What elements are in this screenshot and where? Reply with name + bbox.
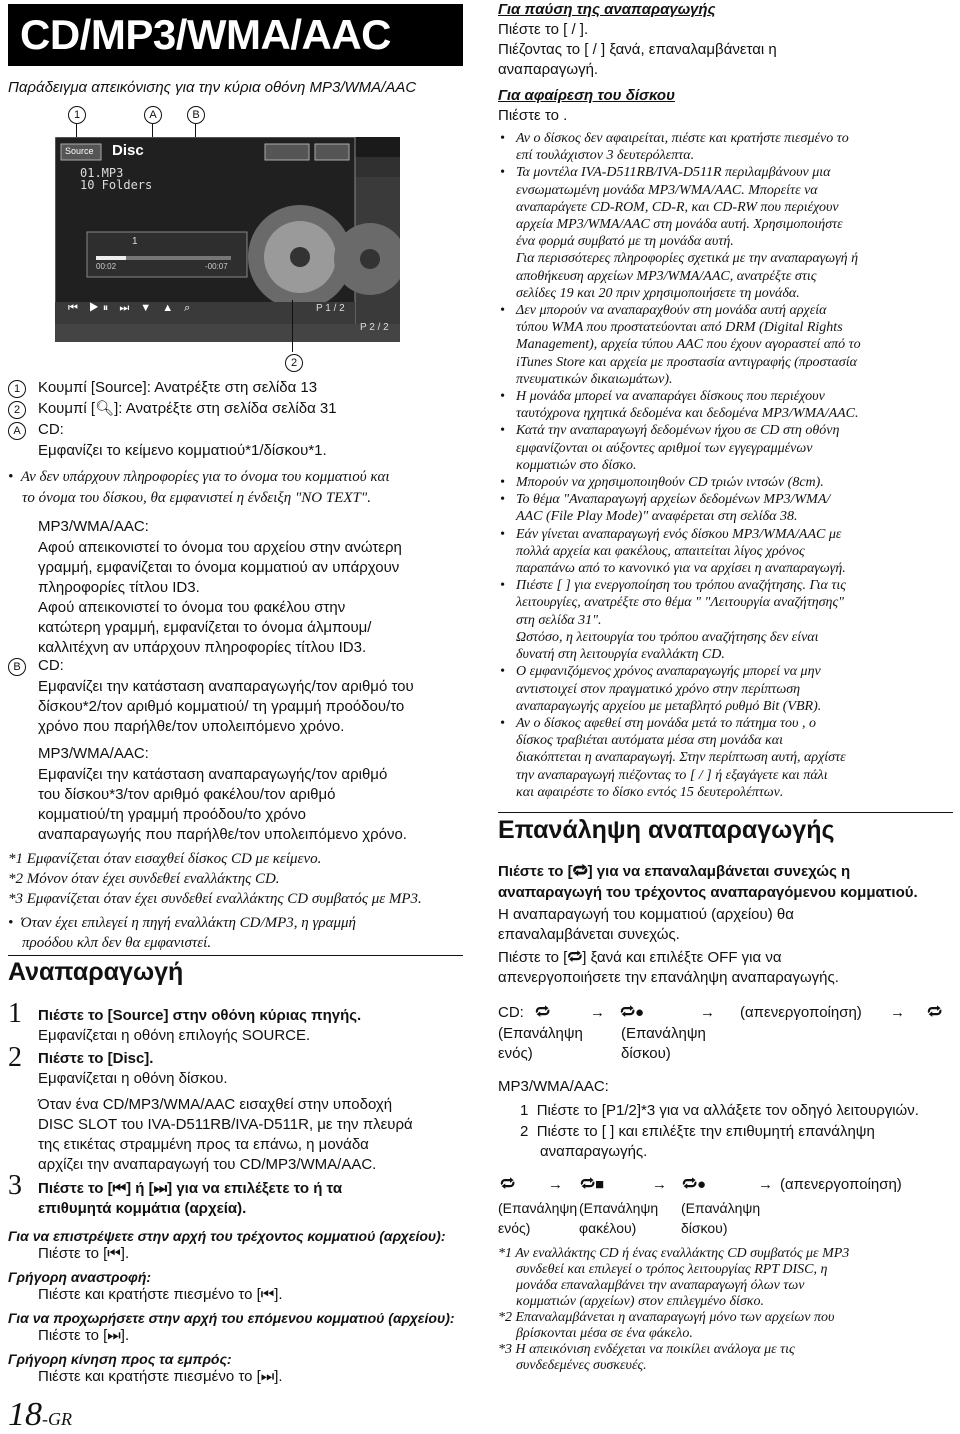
legend-1: 1 Κουμπί [Source]: Ανατρέξτε στη σελίδα 13 [8, 378, 26, 398]
mp3b-line-4: αναπαραγωγής που παρήλθε/τον υπολειπόμενο χρόνο. [38, 826, 407, 843]
note-line: δυνατή στη λειτουργία εναλλάκτη CD. [516, 647, 725, 663]
note-line: Η μονάδα μπορεί να αναπαράγει δίσκους που περιέχουν [516, 389, 825, 405]
step-3-b: επιθυμητά κομμάτια (αρχεία). [38, 1200, 247, 1217]
page-title: CD/MP3/WMA/AAC [8, 4, 463, 66]
note-line: τύπου WMA που προστατεύονται από DRM (Digital Rights [516, 320, 843, 336]
mp3a-line-4: Αφού απεικονιστεί το όνομα του φακέλου στην [38, 599, 346, 616]
step-1-desc: Εμφανίζεται η οθόνη επιλογής SOURCE. [38, 1027, 311, 1044]
note-line: Τα μοντέλα IVA-D511RB/IVA-D511R περιλαμβάνουν μια [516, 165, 831, 181]
next-text: Πιέστε το [⏭]. [38, 1327, 130, 1344]
bullet-src: • Όταν έχει επιλεγεί η πηγή εναλλάκτη CD/MP3, η γραμμή [8, 915, 356, 931]
repeat-footnote-line: *2 Επαναλαμβάνεται η αναπαραγωγή μόνο των αρχείων που [498, 1310, 835, 1325]
repeat-footnote-line: μονάδα επαναλαμβάνει την αναπαραγωγή όλων των [516, 1278, 805, 1293]
repeat-footnote-line: *3 Η απεικόνιση ενδέχεται να ποικίλει ανάλογα με τις [498, 1342, 795, 1357]
m1: 1 Πιέστε το [P1/2]*3 για να αλλάξετε τον οδηγό λειτουργιών. [520, 1102, 919, 1119]
m2b: αναπαραγωγής. [540, 1143, 648, 1160]
repeat-disc-icon: 🔁︎● [620, 1004, 645, 1021]
rew-heading: Γρήγορη αναστροφή: [8, 1269, 152, 1285]
note-line: Ο εμφανιζόμενος χρόνος αναπαραγωγής μπορεί να μην [516, 664, 821, 680]
note-bullet [498, 663, 953, 715]
note-line: AAC (File Play Mode)" αναφέρεται στη σελίδα 38. [516, 509, 798, 525]
note-line: αναπαραγωγής αρχείου με μεταβλητό ρυθμό Bit (VBR). [516, 698, 822, 714]
mp3a-line-1: Αφού απεικονιστεί το όνομα του αρχείου στην ανώτερη [38, 539, 402, 556]
next-icon: ⏭ [260, 1368, 275, 1385]
note-bullet [498, 388, 953, 422]
note-line: Μπορούν να χρησιμοποιηθούν CD τριών ιντσών (8cm). [516, 475, 824, 491]
pause-heading: Για παύση της αναπαραγωγής [498, 1, 716, 18]
notes-list [498, 130, 953, 801]
note-line: Το θέμα "Αναπαραγωγή αρχείων δεδομένων MP3/WMA/ [516, 492, 831, 508]
mp3a-title: MP3/WMA/AAC: [38, 518, 149, 535]
note-line: Κατά την αναπαραγωγή δεδομένων ήχου σε CD στη οθόνη [516, 423, 840, 439]
mp3b-title: MP3/WMA/AAC: [38, 745, 149, 762]
note-notext-2: το όνομα του δίσκου, θα εμφανιστεί η ένδειξη "NO TEXT". [22, 490, 371, 506]
callout-b: B [187, 104, 205, 124]
note-line: Ωστόσο, η λειτουργία του τρόπου αναζήτησης δεν είναι [516, 629, 819, 645]
repeat-icon: 🔁︎ [572, 863, 588, 880]
note-line: ένα φορμά συμβατό με τη μονάδα αυτή. [516, 234, 734, 250]
next-icon: ⏭ [107, 1327, 121, 1344]
note-line: σελίδες 19 και 20 πριν χρησιμοποιήσετε τη μονάδα. [516, 285, 800, 301]
folder-count: 10 Folders [80, 178, 153, 192]
note-line: Management), αρχεία τύπου AAC που έχουν αγοραστεί από το [516, 337, 861, 353]
rp-line-1: Πιέστε το [🔁︎] για να επαναλαμβάνεται συνεχώς η [498, 863, 851, 880]
back-heading: Για να επιστρέψετε στην αρχή του τρέχοντος κομματιού (αρχείου): [8, 1228, 446, 1244]
step-2-extra-1: Όταν ένα CD/MP3/WMA/AAC εισαχθεί στην υποδοχή [38, 1096, 393, 1113]
note-line: διακόπτεται η αναπαραγωγή. Στην περίπτωση αυτή, αρχίστε [516, 750, 846, 766]
repeat-icon: 🔁︎ [927, 1004, 943, 1021]
note-line: Αν ο δίσκος δεν αφαιρείται, πιέστε και κρατήστε πιεσμένο το [516, 131, 849, 146]
time-remaining: -00:07 [205, 262, 228, 271]
callout-2: 2 [285, 352, 303, 372]
bullet-dot: • [500, 664, 505, 680]
rp-line-6: απενεργοποιήσετε την επανάληψη αναπαραγωγής. [498, 969, 839, 986]
callout-1: 1 [68, 104, 86, 124]
note-line: Για περισσότερες πληροφορίες σχετικά με την αναπαραγωγή ή [516, 251, 859, 267]
note-line: Εάν γίνεται αναπαραγωγή ενός δίσκου MP3/WMA/AAC με [516, 526, 842, 542]
legend-a-desc: Εμφανίζει το κείμενο κομματιού*1/δίσκου*1. [38, 442, 327, 459]
note-line: κομματιών στο δίσκο. [516, 457, 637, 473]
footnote-2: *2 Μόνον όταν έχει συνδεθεί εναλλάκτης CD. [8, 871, 280, 887]
eject-heading: Για αφαίρεση του δίσκου [498, 87, 675, 104]
prev-icon: ⏮ [260, 1286, 275, 1303]
bullet-dot: • [500, 389, 505, 405]
repeat-footnote-line: *1 Αν εναλλάκτης CD ή ένας εναλλάκτης CD συμβατός με MP3 [498, 1246, 850, 1261]
step-2-extra-3: της ετικέτας στραμμένη προς τα επάνω, η μονάδα [38, 1136, 369, 1153]
mp-flow: 🔁︎ → 🔁︎■ → 🔁︎● → (απενεργοποίηση) [500, 1176, 902, 1193]
note-bullet [498, 715, 953, 801]
pause-2: Πιέζοντας το [ / ] ξανά, επαναλαμβάνεται η [498, 41, 777, 58]
subtitle: Παράδειγμα απεικόνισης για την κύρια οθόνη MP3/WMA/AAC [8, 79, 417, 96]
mp-l2a: (Επανάληψη [579, 1200, 659, 1216]
bullet-dot: • [500, 492, 505, 508]
note-bullet [498, 422, 953, 474]
bullet-dot: • [500, 578, 505, 594]
note-line: iTunes Store και αρχεία με προστασία αντιγραφής (προστασία [516, 354, 857, 370]
step-2-desc: Εμφανίζεται η οθόνη δίσκου. [38, 1070, 228, 1087]
eject-1: Πιέστε το . [498, 107, 568, 124]
mp3a-line-2: γραμμή, εμφανίζεται το όνομα κομματιού αν υπάρχουν [38, 559, 400, 576]
progress-bar [96, 256, 231, 260]
bullet-dot: • [500, 423, 505, 439]
footnote-1: *1 Εμφανίζεται όταν εισαχθεί δίσκος CD με κείμενο. [8, 851, 322, 867]
repeat-folder-icon: 🔁︎■ [580, 1176, 605, 1193]
note-line: πνευματικών δικαιωμάτων). [516, 371, 673, 387]
step-1-num: 1 [8, 998, 22, 1029]
bullet-notext: • Αν δεν υπάρχουν πληροφορίες για το όνομα του κομματιού και [8, 469, 390, 485]
cd-l1b: ενός) [498, 1045, 533, 1062]
cd-l2b: δίσκου) [621, 1045, 671, 1062]
mp3b-line-2: του δίσκου*3/τον αριθμό φακέλου/τον αριθμό [38, 786, 336, 803]
note-bullet [498, 474, 953, 491]
cd-label: CD: [498, 1004, 524, 1021]
pause-3: αναπαραγωγή. [498, 61, 599, 78]
prev-icon: ⏮ [107, 1245, 121, 1262]
mp3-label: MP3/WMA/AAC: [498, 1078, 609, 1095]
note-line: την αναπαραγωγή πιέζοντας το [ / ] ή εξαγάγετε και πάλι [516, 767, 828, 783]
repeat-footnotes [498, 1246, 953, 1374]
bullet-dot: • [500, 475, 505, 491]
note-line: παραπάνω από το κανονικό για να αρχίσει η αναπαραγωγή. [516, 561, 846, 577]
prev-icon: ⏮ [112, 1180, 127, 1197]
cd-flow: 🔁︎ → 🔁︎● → (απενεργοποίηση) → 🔁︎ [535, 1004, 943, 1021]
mp-l1b: ενός) [498, 1220, 531, 1236]
note-line: στη σελίδα 31". [516, 612, 602, 628]
note-bullet [498, 164, 953, 302]
search-icon: 🔍︎ [95, 400, 115, 417]
mp3a-line-5: κατώτερη γραμμή, εμφανίζεται το όνομα άλμπουμ/ [38, 619, 372, 636]
repeat-disc-icon: 🔁︎● [682, 1176, 707, 1193]
ff-text: Πιέστε και κρατήστε πιεσμένο το [⏭]. [38, 1368, 283, 1385]
mp3a-line-6: καλλιτέχνη αν υπάρχουν πληροφορίες τίτλου ID3. [38, 639, 367, 656]
step-2-num: 2 [8, 1042, 22, 1073]
page-indicator-1[interactable]: P 1 / 2 [316, 303, 345, 314]
rp-line-5: Πιέστε το [🔁︎] ξανά και επιλέξτε OFF για να [498, 949, 782, 966]
bullet-dot: • [500, 715, 505, 731]
legend-b-line-1: Εμφανίζει την κατάσταση αναπαραγωγής/τον αριθμό του [38, 678, 414, 695]
note-line: ενσωματωμένη μονάδα MP3/WMA/AAC. Μπορείτε να [516, 182, 818, 198]
note-bullet [498, 526, 953, 578]
note-line: λειτουργίες, ανατρέξτε στο θέμα " "Λειτουργία αναζήτησης" [516, 595, 845, 611]
callout-a: A [144, 104, 162, 124]
note-line: αποθήκευση αρχείων MP3/WMA/AAC, ανατρέξτε στις [516, 268, 817, 284]
page-indicator-2[interactable]: P 2 / 2 [360, 322, 389, 333]
back-text: Πιέστε το [⏮]. [38, 1245, 130, 1262]
note-line: δίσκος τραβιέται αυτόματα μέσα στη μονάδα και [516, 733, 783, 749]
time-elapsed: 00:02 [96, 262, 117, 271]
repeat-footnote-line: βρίσκονται μέσα σε ένα φάκελο. [516, 1326, 693, 1341]
step-2: Πιέστε το [Disc]. [38, 1050, 154, 1067]
legend-b: B CD: [8, 656, 26, 676]
note-line: ταυτόχρονα ηχητικά δεδομένα και δεδομένα MP3/WMA/AAC. [516, 406, 859, 422]
legend-2: 2 Κουμπί [🔍︎]: Ανατρέξτε στη σελίδα σελίδα 31 [8, 399, 26, 419]
note-line: επί τουλάχιστον 3 δευτερόλεπτα. [516, 148, 695, 164]
mp-l3a: (Επανάληψη [681, 1200, 761, 1216]
repeat-footnote-line: κομματιών (αρχείων) στον επιλεγμένο δίσκο. [516, 1294, 764, 1309]
playback-heading: Αναπαραγωγή [8, 958, 184, 986]
cd-l1a: (Επανάληψη [498, 1025, 583, 1042]
note-line: και αφαιρέστε το δίσκο εντός 15 δευτερολέπτων. [516, 784, 784, 800]
legend-a: A CD: [8, 420, 26, 440]
track-name: 01.MP3 [80, 166, 124, 180]
mp-l3b: δίσκου) [681, 1220, 728, 1236]
note-line: Δεν μπορούν να αναπαραχθούν στη μονάδα αυτή αρχεία [516, 303, 827, 319]
step-3-num: 3 [8, 1170, 22, 1201]
mp-l2b: φακέλου) [579, 1220, 637, 1236]
note-src-2: προόδου κλπ δεν θα εμφανιστεί. [22, 935, 212, 951]
disc-label: Disc [112, 142, 144, 159]
repeat-one-icon: 🔁︎ [500, 1176, 516, 1193]
mp-l1a: (Επανάληψη [498, 1200, 578, 1216]
note-bullet [498, 302, 953, 388]
step-2-extra-2: DISC SLOT του IVA-D511RB/IVA-D511R, με την πλευρά [38, 1116, 413, 1133]
rew-text: Πιέστε και κρατήστε πιεσμένο το [⏮]. [38, 1286, 283, 1303]
note-line: αναπαράγετε CD-ROM, CD-R, και CD-RW που περιέχουν [516, 199, 839, 215]
step-1: Πιέστε το [Source] στην οθόνη κύριας πηγής. [38, 1007, 362, 1024]
mp3b-line-3: κομματιού/τη γραμμή προόδου/το χρόνο [38, 806, 306, 823]
footnote-3: *3 Εμφανίζεται όταν έχει συνδεθεί εναλλάκτης CD συμβατός με MP3. [8, 891, 422, 907]
legend-b-line-3: χρόνο που παρήλθε/τον υπολειπόμενο χρόνο. [38, 718, 345, 735]
rp-line-3: Η αναπαραγωγή του κομματιού (αρχείου) θα [498, 906, 794, 923]
ff-heading: Γρήγορη κίνηση προς τα εμπρός: [8, 1351, 232, 1367]
bullet-dot: • [500, 131, 505, 146]
track-number: 1 [132, 236, 138, 247]
bullet-dot: • [500, 526, 505, 542]
repeat-icon: 🔁︎ [567, 949, 583, 966]
mp3a-line-3: πληροφορίες τίτλου ID3. [38, 579, 200, 596]
bullet-dot: • [500, 303, 505, 319]
repeat-heading: Επανάληψη αναπαραγωγής [498, 816, 835, 844]
note-line: αντιστοιχεί στον πραγματικό χρόνο στην περίπτωση [516, 681, 801, 697]
screen-controls[interactable]: ⏮ ▶⏸ ⏭ ▼ ▲ ⌕ [68, 302, 195, 314]
step-3: Πιέστε το [⏮] ή [⏭] για να επιλέξετε το ή τα [38, 1180, 343, 1197]
next-heading: Για να προχωρήσετε στην αρχή του επόμενου κομματιού (αρχείου): [8, 1310, 455, 1326]
repeat-one-icon: 🔁︎ [535, 1004, 551, 1021]
note-bullet [498, 577, 953, 663]
m2: 2 Πιέστε το [ ] και επιλέξτε την επιθυμητή επανάληψη [520, 1123, 875, 1140]
step-2-extra-4: αρχίζει την αναπαραγωγή του CD/MP3/WMA/AAC. [38, 1156, 377, 1173]
mp3b-line-1: Εμφανίζει την κατάσταση αναπαραγωγής/τον αριθμό [38, 766, 388, 783]
page-number: 18-GR [8, 1396, 72, 1433]
bullet-dot: • [500, 165, 505, 181]
note-line: Πιέστε [ ] για ενεργοποίηση του τρόπου αναζήτησης. Για τις [516, 578, 846, 594]
repeat-footnote-line: συνδεθεί και επιλεγεί ο τρόπος λειτουργίας RPT DISC, η [516, 1262, 828, 1277]
rp-line-4: επαναλαμβάνεται συνεχώς. [498, 926, 680, 943]
repeat-footnote-line: συνδεδεμένες συσκευές. [516, 1358, 647, 1373]
rp-line-2: αναπαραγωγή του τρέχοντος αναπαραγόμενου κομματιού. [498, 884, 918, 901]
note-line: πολλά αρχεία και φακέλους, απαιτείται λίγος χρόνος [516, 543, 805, 559]
pause-1: Πιέστε το [ / ]. [498, 21, 589, 38]
note-bullet [498, 130, 953, 164]
note-line: εμφανίζονται οι αύξοντες αριθμοί των εγγεγραμμένων [516, 440, 813, 456]
note-line: Αν ο δίσκος αφεθεί στη μονάδα μετά το πάτημα του , ο [516, 715, 816, 731]
next-icon: ⏭ [153, 1180, 168, 1197]
note-bullet [498, 491, 953, 525]
cd-l2a: (Επανάληψη [621, 1025, 706, 1042]
note-line: αρχεία MP3/WMA/AAC στη μονάδα αυτή. Χρησιμοποιήστε [516, 217, 843, 233]
source-button[interactable]: Source [65, 146, 94, 156]
legend-b-line-2: δίσκου*2/τον αριθμό κομματιού/ τη γραμμή προόδου/το [38, 698, 405, 715]
